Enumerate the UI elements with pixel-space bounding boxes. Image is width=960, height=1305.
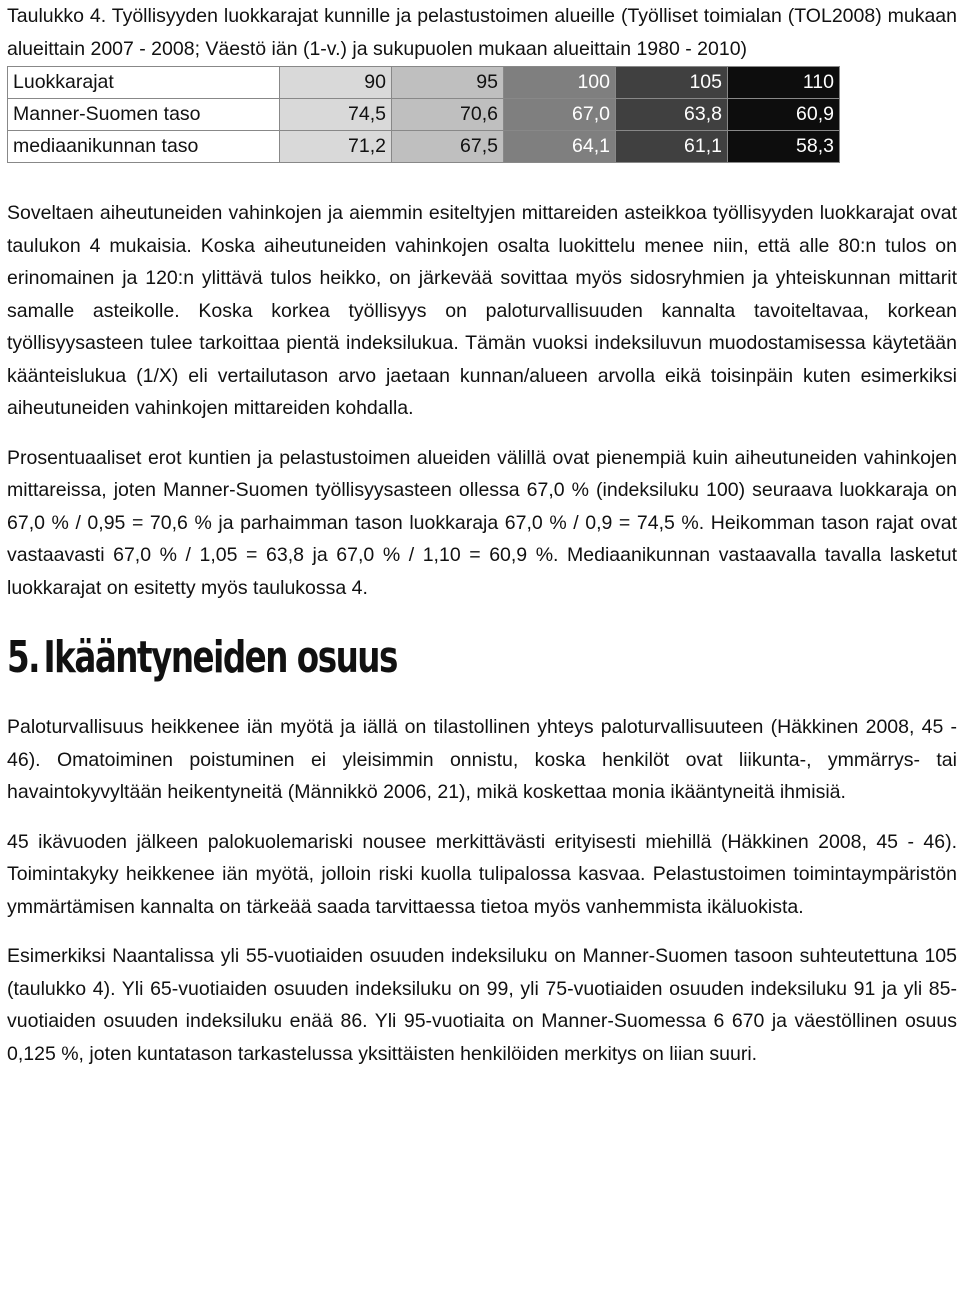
paragraph-5: Esimerkiksi Naantalissa yli 55-vuotiaiden osuuden indeksiluku on Manner-Suomen tasoon suhteutettuna 105 (taulukko 4). Yli 65-vuotiaiden osuuden indeksiluku on 99, yli 75-vuotiaiden osuuden indeksiluku 91 ja yli 85-vuotiaiden osuuden indeksiluku enää 86. Yli 95-vuotiaita on Manner-Suomessa 6 670 ja väestöllinen osuus 0,125 %, joten kuntatason tarkastelussa yksittäisten henkilöiden merkitys on liian suuri.: [7, 945, 957, 1065]
employment-class-table: [7, 66, 840, 163]
section-number: 5.: [7, 632, 40, 683]
table-cell: Luokkarajat: [8, 67, 280, 99]
section-title: Ikääntyneiden osuus: [43, 632, 397, 683]
table-caption-text: Työllisyyden luokkarajat kunnille ja pelastustoimen alueille (Työlliset toimialan (TOL2008) mukaan alueittain 2007 - 2008; Väestö iän (1-v.) ja sukupuolen mukaan alueittain 1980 - 2010): [7, 5, 957, 60]
table-cell: 105: [616, 67, 728, 99]
paragraph-4: 45 ikävuoden jälkeen palokuolemariski nousee merkittävästi erityisesti miehillä (Häkkinen 2008, 45 - 46). Toimintakyky heikkenee iän myötä, jolloin riski kuolla tulipalossa kasvaa. Pelastustoimen toimintaympäristön ymmärtämisen kannalta on tärkeää saada tarvittaessa tietoa myös vanhemmista ikäluokista.: [7, 830, 957, 918]
table-row: [8, 131, 840, 163]
table-cell: 67,0: [504, 99, 616, 131]
table-cell: mediaanikunnan taso: [8, 131, 280, 163]
table-cell: 71,2: [280, 131, 392, 163]
table-cell: 70,6: [392, 99, 504, 131]
table-cell: 95: [392, 67, 504, 99]
table-cell: 60,9: [728, 99, 840, 131]
table-cell: 100: [504, 67, 616, 99]
document-page: [7, 0, 957, 1070]
table-cell: 64,1: [504, 131, 616, 163]
table-caption: [7, 0, 957, 65]
table-cell: 74,5: [280, 99, 392, 131]
table-header-row: [8, 67, 840, 99]
table-cell: 67,5: [392, 131, 504, 163]
paragraph-2: Prosentuaaliset erot kuntien ja pelastustoimen alueiden välillä ovat pienempiä kuin aiheutuneiden vahinkojen mittareissa, joten Manner-Suomen työllisyysasteen ollessa 67,0 % (indeksiluku 100) seuraava luokkaraja on 67,0 % / 0,95 = 70,6 % ja parhaimman tason luokkaraja 67,0 % / 0,9 = 74,5 %. Heikomman tason rajat ovat vastaavasti 67,0 % / 1,05 = 63,8 ja 67,0 % / 1,10 = 60,9 %. Mediaanikunnan vastaavalla tavalla lasketut luokkarajat on esitetty myös taulukossa 4.: [7, 446, 957, 599]
table-cell: 90: [280, 67, 392, 99]
table-cell: 61,1: [616, 131, 728, 163]
table-cell: 63,8: [616, 99, 728, 131]
paragraph-3: Paloturvallisuus heikkenee iän myötä ja iällä on tilastollinen yhteys paloturvallisuuteen (Häkkinen 2008, 45 - 46). Omatoiminen poistuminen ei yleisimmin onnistu, koska henkilöt ovat liikunta-, ymmärrys- tai havaintokyvyltään heikentyneitä (Männikkö 2006, 21), mikä koskettaa monia ikääntyneitä ihmisiä.: [7, 716, 957, 803]
table-caption-label: Taulukko 4.: [7, 5, 107, 27]
table-cell: 110: [728, 67, 840, 99]
table-row: [8, 99, 840, 131]
section-heading: [7, 628, 710, 688]
table-cell: 58,3: [728, 131, 840, 163]
table-cell: Manner-Suomen taso: [8, 99, 280, 131]
paragraph-1: Soveltaen aiheutuneiden vahinkojen ja aiemmin esiteltyjen mittareiden asteikkoa työllisyyden luokkarajat ovat taulukon 4 mukaisia. Koska aiheutuneiden vahinkojen osalta luokittelu menee niin, että alle 80:n tulos on erinomainen ja 120:n ylittävä tulos heikko, on järkevää sovittaa myös sidosryhmien ja yhteiskunnan mittarit samalle asteikolle. Koska korkea työllisyys on paloturvallisuuden kannalta tavoiteltavaa, korkean työllisyysasteen tulee tarkoittaa pientä indeksilukua. Tämän vuoksi indeksiluvun muodostamisessa käytetään käänteislukua (1/X) eli vertailutason arvo jaetaan kunnan/alueen arvolla eikä toisinpäin kuten esimerkiksi aiheutuneiden vahinkojen mittareiden kohdalla.: [7, 202, 957, 419]
